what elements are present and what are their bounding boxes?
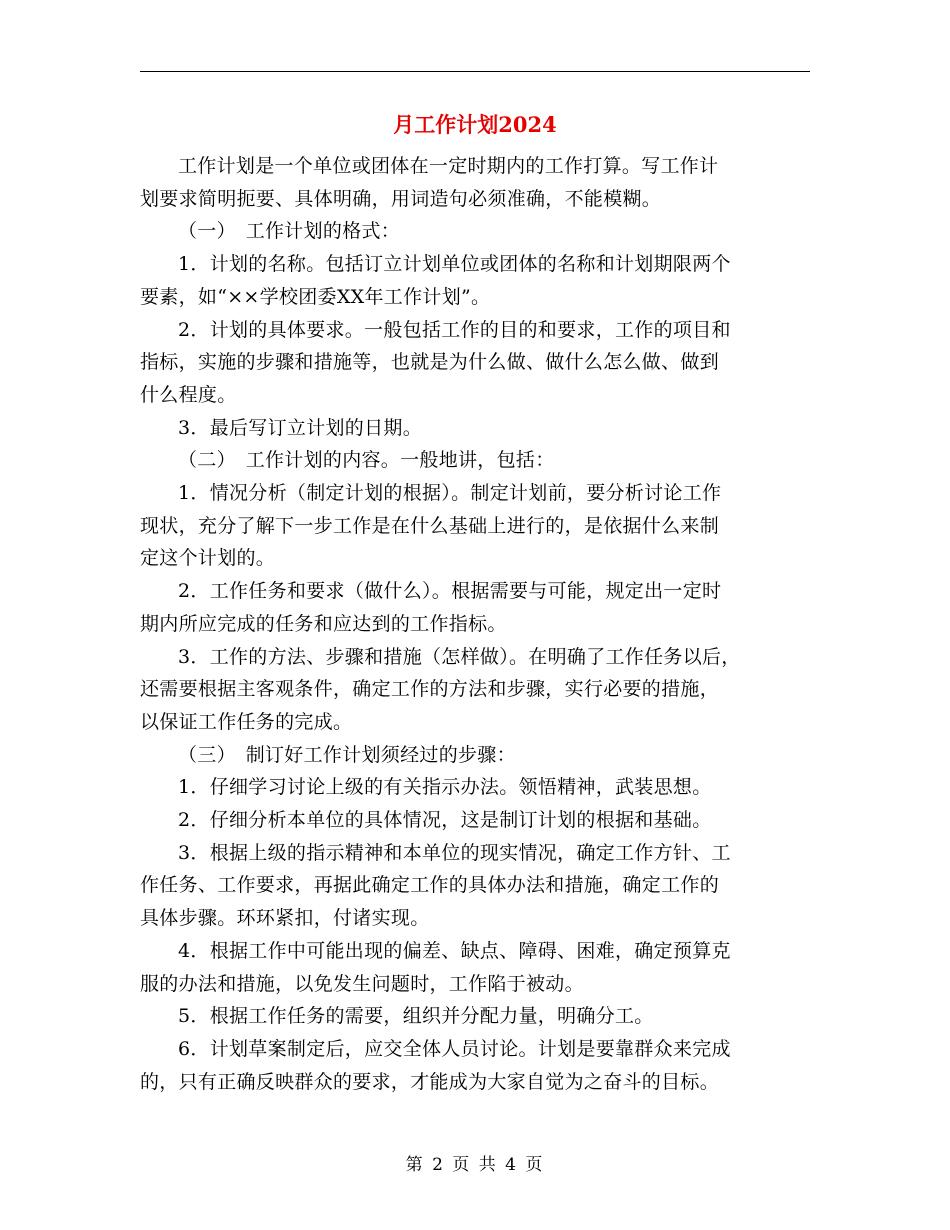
text-line: 现状，充分了解下一步工作是在什么基础上进行的，是依据什么来制	[140, 514, 720, 537]
text-line: 3．最后写订立计划的日期。	[178, 416, 422, 439]
text-line: 2．计划的具体要求。一般包括工作的目的和要求，工作的项目和	[178, 318, 731, 341]
page-number: 第 2 页 共 4 页	[405, 1155, 545, 1175]
section-heading	[140, 444, 810, 477]
text-line: （二） 工作计划的内容。一般地讲，包括：	[178, 449, 555, 472]
text-line: 2．工作任务和要求（做什么）。根据需要与可能，规定出一定时	[178, 580, 722, 603]
text-line: 2．仔细分析本单位的具体情况，这是制订计划的根据和基础。	[178, 809, 712, 832]
header-rule	[140, 71, 810, 72]
text-line: 3．工作的方法、步骤和措施（怎样做）。在明确了工作任务以后，	[178, 645, 741, 668]
text-line: 还需要根据主客观条件，确定工作的方法和步骤，实行必要的措施，	[140, 678, 720, 701]
section-heading	[140, 739, 810, 772]
text-line: 4．根据工作中可能出现的偏差、缺点、障碍、困难，确定预算克	[178, 939, 731, 962]
paragraph	[140, 771, 810, 804]
document-title: 月工作计划2024	[393, 112, 557, 137]
text-line: 期内所应完成的任务和应达到的工作指标。	[140, 612, 507, 635]
text-line: 什么程度。	[140, 383, 237, 406]
paragraph	[140, 1033, 810, 1098]
paragraph	[140, 804, 810, 837]
text-line: 要素，如“××学校团委XX年工作计划”。	[140, 285, 491, 308]
text-line: 5．根据工作任务的需要，组织并分配力量，明确分工。	[178, 1005, 654, 1028]
paragraph	[140, 575, 810, 640]
text-line: 作任务、工作要求，再据此确定工作的具体办法和措施，确定工作的	[140, 874, 720, 897]
text-line: 定这个计划的。	[140, 547, 276, 570]
paragraph	[140, 150, 810, 215]
text-line: 3．根据上级的指示精神和本单位的现实情况，确定工作方针、工	[178, 841, 731, 864]
section-heading	[140, 215, 810, 248]
paragraph	[140, 412, 810, 445]
text-line: 的，只有正确反映群众的要求，才能成为大家自觉为之奋斗的目标。	[140, 1070, 720, 1093]
paragraph	[140, 477, 810, 575]
text-line: （三） 制订好工作计划须经过的步骤：	[178, 743, 516, 766]
text-line: 划要求简明扼要、具体明确，用词造句必须准确，不能模糊。	[140, 187, 662, 210]
document-body	[140, 150, 810, 1098]
text-line: 6．计划草案制定后，应交全体人员讨论。计划是要靠群众来完成	[178, 1037, 731, 1060]
text-line: 1．仔细学习讨论上级的有关指示办法。领悟精神，武装思想。	[178, 776, 712, 799]
text-line: 服的办法和措施，以免发生问题时，工作陷于被动。	[140, 972, 584, 995]
paragraph	[140, 837, 810, 935]
text-line: 1．计划的名称。包括订立计划单位或团体的名称和计划期限两个	[178, 253, 731, 276]
text-line: 具体步骤。环环紧扣，付诸实现。	[140, 907, 430, 930]
paragraph	[140, 641, 810, 739]
text-line: （一） 工作计划的格式：	[178, 220, 401, 243]
paragraph	[140, 1000, 810, 1033]
text-line: 工作计划是一个单位或团体在一定时期内的工作打算。写工作计	[178, 155, 719, 177]
paragraph	[140, 248, 810, 313]
paragraph	[140, 314, 810, 412]
text-line: 以保证工作任务的完成。	[140, 710, 353, 733]
paragraph	[140, 935, 810, 1000]
text-line: 1．情况分析（制定计划的根据）。制定计划前，要分析讨论工作	[178, 482, 722, 505]
text-line: 指标，实施的步骤和措施等，也就是为什么做、做什么怎么做、做到	[140, 351, 720, 374]
